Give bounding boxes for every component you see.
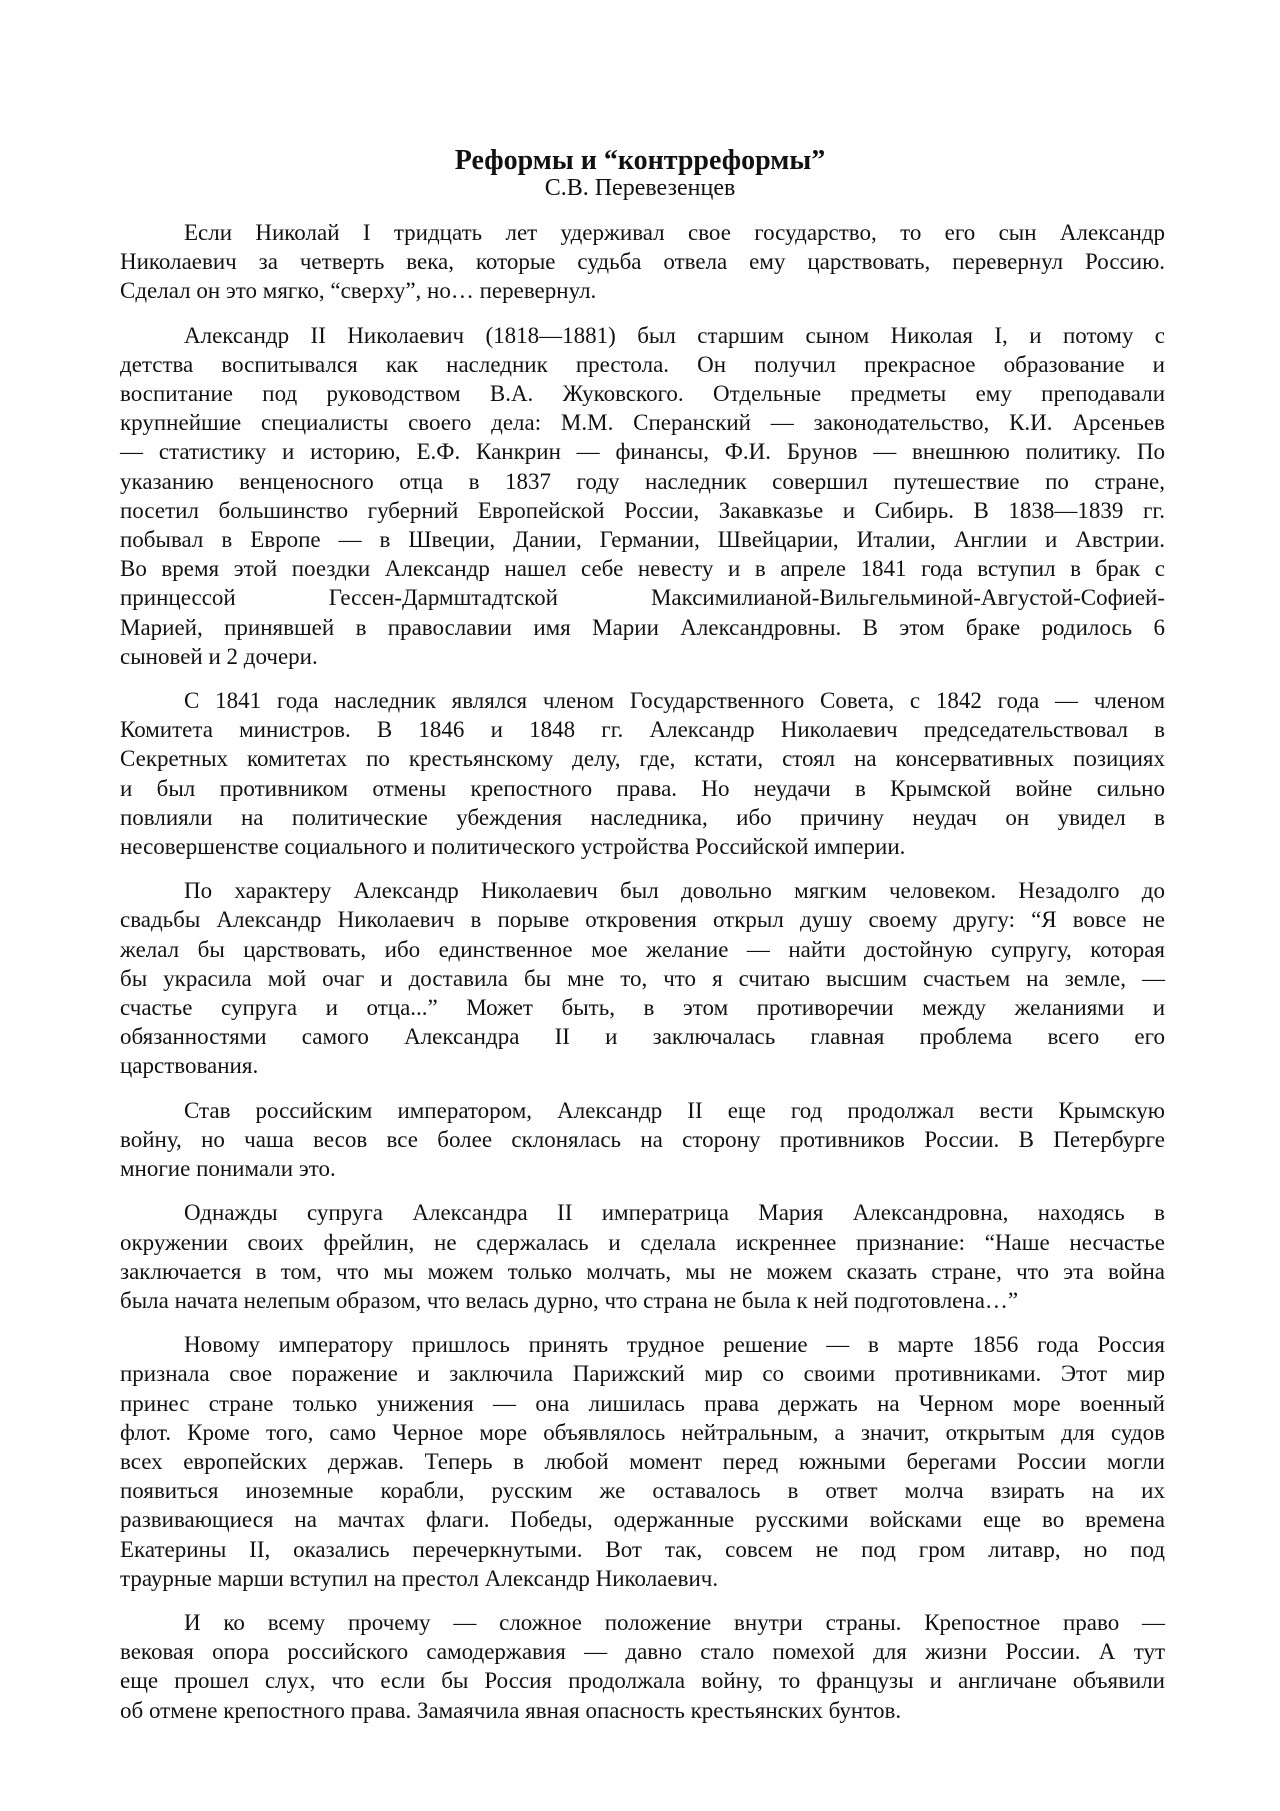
text-line: Однажды супруга Александра II императрица Мария Александровна, находясь в [184,1200,1165,1226]
paragraph [120,1608,1165,1725]
text-line: траурные марши вступил на престол Александр Николаевич. [120,1565,719,1591]
text-line: побывал в Европе — в Швеции, Дании, Германии, Швейцарии, Италии, Англии и Австрии. [120,527,1165,553]
text-line: многие понимали это. [120,1156,336,1182]
text-line: повлияли на политические убеждения наследника, ибо причину неудач он увидел в [120,804,1165,830]
text-line: еще прошел слух, что если бы Россия продолжала войну, то французы и англичане объявили [120,1668,1165,1694]
text-line: свадьбы Александр Николаевич в порыве откровения открыл душу своему другу: “Я вовсе не [120,907,1165,933]
paragraph [120,686,1165,861]
text-line: Екатерины II, оказались перечеркнутыми. Вот так, совсем не под гром литавр, но под [120,1536,1165,1562]
text-line: Николаевич за четверть века, которые судьба отвела ему царствовать, перевернул Россию. [120,249,1165,275]
text-line: Если Николай I тридцать лет удерживал свое государство, то его сын Александр [184,220,1165,245]
text-line: признала свое поражение и заключила Парижский мир со своими противниками. Этот мир [120,1361,1165,1387]
text-line: воспитание под руководством В.А. Жуковского. Отдельные предметы ему преподавали [120,381,1165,407]
text-line: Александр II Николаевич (1818—1881) был старшим сыном Николая I, и потому с [184,322,1165,348]
text-line: заключается в том, что мы можем только молчать, мы не можем сказать стране, что эта война [120,1258,1165,1284]
text-line: Комитета министров. В 1846 и 1848 гг. Александр Николаевич председательствовал в [120,717,1165,743]
text-line: обязанностями самого Александра II и заключалась главная проблема всего его [120,1024,1165,1050]
text-line: всех европейских держав. Теперь в любой момент перед южными берегами России могли [120,1448,1165,1474]
text-line: И ко всему прочему — сложное положение внутри страны. Крепостное право — [184,1609,1165,1635]
text-line: посетил большинство губерний Европейской России, Закавказье и Сибирь. В 1838—1839 гг. [120,497,1165,523]
text-line: царствования. [120,1053,259,1079]
text-line: Марией, принявшей в православии имя Марии Александровны. В этом браке родилось 6 [120,614,1165,640]
text-line: появиться иноземные корабли, русским же оставалось в ответ молча взирать на их [120,1478,1165,1504]
paragraph [120,876,1165,1080]
text-line: была начата нелепым образом, что велась дурно, что страна не была к ней подготовлена…” [120,1287,1019,1313]
text-line: Во время этой поездки Александр нашел себе невесту и в апреле 1841 года вступил в брак с [120,556,1165,582]
text-line: и был противником отмены крепостного права. Но неудачи в Крымской войне сильно [120,775,1165,801]
text-line: — статистику и историю, Е.Ф. Канкрин — финансы, Ф.И. Брунов — внешнюю политику. По [120,439,1165,465]
document-body [120,218,1165,1740]
text-line: сыновей и 2 дочери. [120,643,318,669]
text-line: вековая опора российского самодержавия — давно стало помехой для жизни России. А тут [120,1639,1165,1665]
text-line: войну, но чаша весов все более склонялась на сторону противников России. В Петербурге [120,1126,1165,1152]
text-line: Став российским императором, Александр II еще год продолжал вести Крымскую [184,1097,1165,1123]
text-line: Новому императору пришлось принять трудное решение — в марте 1856 года Россия [184,1332,1165,1358]
text-line: детства воспитывался как наследник престола. Он получил прекрасное образование и [120,351,1165,377]
text-line: указанию венценосного отца в 1837 году наследник совершил путешествие по стране, [120,468,1165,494]
text-line: флот. Кроме того, само Черное море объявлялось нейтральным, а значит, открытым для судов [120,1419,1165,1445]
text-line: желал бы царствовать, ибо единственное мое желание — найти достойную супругу, которая [120,936,1165,962]
paragraph [120,1330,1165,1593]
text-line: Сделал он это мягко, “сверху”, но… перевернул. [120,278,597,304]
text-line: об отмене крепостного права. Замаячила явная опасность крестьянских бунтов. [120,1697,902,1723]
paragraph [120,1198,1165,1315]
paragraph [120,218,1165,306]
text-line: счастье супруга и отца...” Может быть, в этом противоречии между желаниями и [120,995,1165,1021]
paragraph [120,1096,1165,1184]
document-title: Реформы и “контрреформы” [454,144,826,176]
text-line: По характеру Александр Николаевич был довольно мягким человеком. Незадолго до [184,878,1165,904]
text-line: принцессой Гессен-Дармштадтской Максимилианой-Вильгельминой-Августой-Софией- [120,585,1165,611]
text-line: крупнейшие специалисты своего дела: М.М. Сперанский — законодательство, К.И. Арсеньев [120,410,1165,436]
document-author: С.В. Перевезенцев [544,175,736,201]
text-line: С 1841 года наследник являлся членом Государственного Совета, с 1842 года — членом [184,688,1165,714]
text-line: развивающиеся на мачтах флаги. Победы, одержанные русскими войсками еще во времена [120,1507,1165,1533]
text-line: принес стране только унижения — она лишилась права держать на Черном море военный [120,1390,1165,1416]
paragraph [120,321,1165,671]
text-line: Секретных комитетах по крестьянскому делу, где, кстати, стоял на консервативных позициях [120,746,1165,772]
text-line: окружении своих фрейлин, не сдержалась и сделала искреннее признание: “Наше несчастье [120,1229,1165,1255]
text-line: бы украсила мой очаг и доставила бы мне то, что я считаю высшим счастьем на земле, — [120,965,1165,991]
text-line: несовершенстве социального и политического устройства Российской империи. [120,834,906,860]
